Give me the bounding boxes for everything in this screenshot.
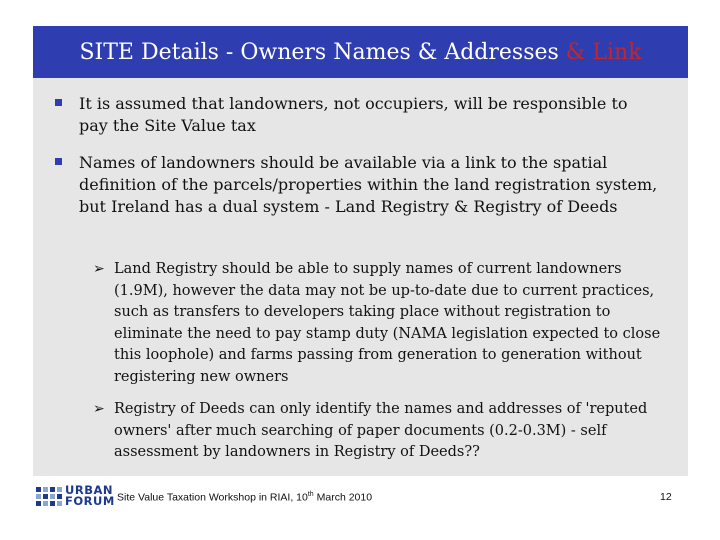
square-bullet-icon bbox=[55, 158, 62, 165]
logo-grid-icon bbox=[36, 487, 62, 506]
logo-text bbox=[65, 485, 115, 507]
slide-title-accent: & Link bbox=[565, 39, 642, 65]
arrow-bullet-icon: ➢ bbox=[93, 261, 105, 277]
urban-forum-logo bbox=[36, 485, 115, 507]
sub-bullet-text: Land Registry should be able to supply names of current landowners (1.9M), however the data may not be up-to-date due to current practices, such as transfers to developers taking place without registration to eliminate the need to pay stamp duty (NAMA legislation expected to close this loophole) and farms passing from generation to generation without registering new owners bbox=[114, 261, 661, 385]
sub-bullet-text: Registry of Deeds can only identify the names and addresses of 'reputed owners' after much searching of paper documents (0.2-0.3M) - self assessment by landowners in Registry of Deeds?? bbox=[114, 401, 648, 460]
square-bullet-icon bbox=[55, 99, 62, 106]
bullet-text: Names of landowners should be available via a link to the spatial definition of the parcels/properties within the land registration system, but Ireland has a dual system - Land Registry & Registry of Deeds bbox=[79, 153, 658, 216]
slide-title bbox=[79, 40, 641, 65]
page-number: 12 bbox=[660, 491, 672, 503]
footer-text-end: March 2010 bbox=[313, 491, 373, 504]
bullet-text: It is assumed that landowners, not occupiers, will be responsible to pay the Site Value tax bbox=[79, 94, 628, 135]
logo-line-1: URBAN bbox=[65, 483, 113, 497]
title-bar bbox=[33, 26, 688, 78]
slide-title-main: SITE Details - Owners Names & Addresses bbox=[79, 39, 566, 65]
arrow-bullet-icon: ➢ bbox=[93, 401, 105, 417]
footer-text-sup: th bbox=[307, 491, 314, 498]
logo-line-2: FORUM bbox=[65, 494, 115, 508]
footer-text bbox=[117, 491, 372, 504]
footer-text-main: Site Value Taxation Workshop in RIAI, 10 bbox=[117, 491, 308, 504]
